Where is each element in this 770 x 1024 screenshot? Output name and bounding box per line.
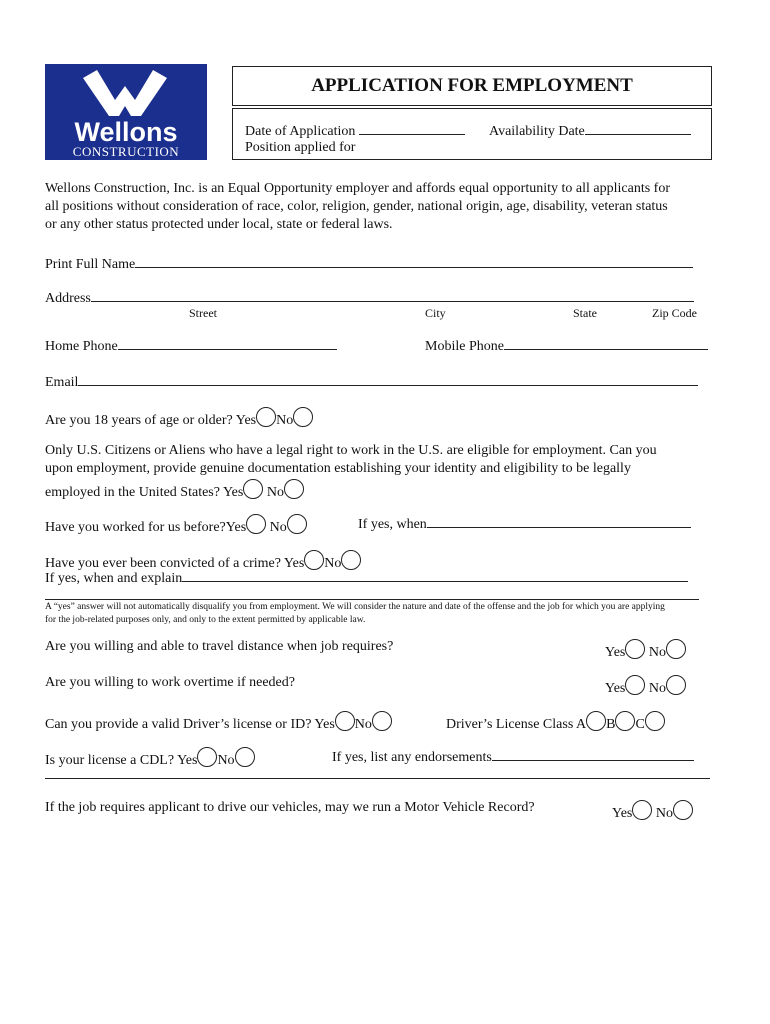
cdl-no-label: No	[217, 753, 235, 768]
crime-explain-row	[45, 568, 688, 587]
eeo-line-3: or any other status protected under local, state or federal laws.	[45, 217, 393, 232]
license-class-row	[446, 711, 665, 733]
worked-when-label: If yes, when	[358, 517, 427, 532]
eeo-line-2: all positions without consideration of race, color, religion, gender, national origin, age, disability, veteran status	[45, 199, 668, 214]
zip-sublabel: Zip Code	[652, 306, 697, 320]
cdl-question: Is your license a CDL?	[45, 753, 175, 768]
class-a-radio[interactable]	[586, 711, 606, 731]
travel-no-radio[interactable]	[666, 639, 686, 659]
email-row	[45, 372, 698, 391]
address-field[interactable]	[91, 288, 694, 302]
mvr-options	[612, 800, 693, 822]
w-mark-icon	[45, 64, 207, 124]
address-row	[45, 288, 694, 307]
travel-yes-radio[interactable]	[625, 639, 645, 659]
cdl-yes-radio[interactable]	[197, 747, 217, 767]
license-yes-radio[interactable]	[335, 711, 355, 731]
date-of-application-row	[245, 121, 465, 140]
home-phone-label: Home Phone	[45, 339, 118, 354]
overtime-question: Are you willing to work overtime if needed?	[45, 675, 295, 690]
cdl-no-radio[interactable]	[235, 747, 255, 767]
age-question-row	[45, 407, 313, 429]
overtime-yes-label: Yes	[605, 681, 626, 696]
crime-no-radio[interactable]	[341, 550, 361, 570]
age-yes-label: Yes	[235, 413, 257, 428]
date-of-application-label: Date of Application	[245, 124, 356, 139]
travel-question: Are you willing and able to travel distance when job requires?	[45, 639, 394, 654]
application-info-box	[232, 108, 712, 160]
address-label: Address	[45, 291, 91, 306]
endorsements-field[interactable]	[492, 747, 694, 761]
cdl-question-row	[45, 747, 255, 769]
disclaimer-line-1: A “yes” answer will not automatically disqualify you from employment. We will consider the nature and date of the offense and the job for which you are applying	[45, 602, 665, 612]
street-sublabel: Street	[189, 306, 217, 320]
city-sublabel: City	[425, 306, 446, 320]
mvr-no-label: No	[655, 806, 673, 821]
state-sublabel: State	[573, 306, 597, 320]
form-title: APPLICATION FOR EMPLOYMENT	[311, 75, 633, 96]
position-applied-label: Position applied for	[245, 140, 356, 155]
full-name-label: Print Full Name	[45, 257, 136, 272]
home-phone-row	[45, 336, 337, 355]
class-b-label: B	[606, 717, 616, 732]
logo-subtitle: CONSTRUCTION	[72, 144, 180, 159]
license-yes-label: Yes	[314, 717, 335, 732]
full-name-row	[45, 254, 693, 273]
crime-explain-line-2[interactable]	[45, 599, 699, 600]
worked-yes-radio[interactable]	[246, 514, 266, 534]
age-no-label: No	[276, 413, 294, 428]
availability-date-field[interactable]	[585, 121, 691, 135]
mvr-yes-label: Yes	[612, 806, 633, 821]
date-of-application-field[interactable]	[359, 121, 465, 135]
citizen-line-1: Only U.S. Citizens or Aliens who have a legal right to work in the U.S. are eligible for employment. Can you	[45, 443, 657, 458]
license-no-label: No	[354, 717, 372, 732]
mvr-yes-radio[interactable]	[632, 800, 652, 820]
travel-options	[605, 639, 686, 661]
citizen-yes-radio[interactable]	[243, 479, 263, 499]
crime-yes-radio[interactable]	[304, 550, 324, 570]
worked-yes-label: Yes	[225, 520, 247, 535]
worked-when-row	[358, 514, 691, 533]
license-class-label: Driver’s License Class	[446, 717, 574, 732]
travel-no-label: No	[648, 645, 666, 660]
license-question: Can you provide a valid Driver’s license or ID?	[45, 717, 312, 732]
mvr-no-radio[interactable]	[673, 800, 693, 820]
crime-yes-label: Yes	[283, 556, 305, 571]
overtime-yes-radio[interactable]	[625, 675, 645, 695]
worked-before-question: Have you worked for us before?	[45, 520, 226, 535]
position-applied-row	[245, 140, 355, 156]
eeo-line-1: Wellons Construction, Inc. is an Equal Opportunity employer and affords equal opportunity to all applicants for	[45, 181, 670, 196]
availability-date-label: Availability Date	[489, 124, 585, 139]
citizen-no-radio[interactable]	[284, 479, 304, 499]
citizen-question-row	[45, 479, 304, 501]
worked-before-row	[45, 514, 307, 536]
worked-no-label: No	[269, 520, 287, 535]
crime-explain-field[interactable]	[182, 568, 688, 582]
class-b-radio[interactable]	[615, 711, 635, 731]
license-no-radio[interactable]	[372, 711, 392, 731]
availability-date-row	[489, 121, 691, 140]
class-a-label: A	[576, 717, 587, 732]
citizen-line-3: employed in the United States?	[45, 485, 220, 500]
citizen-no-label: No	[266, 485, 284, 500]
age-question: Are you 18 years of age or older?	[45, 413, 233, 428]
mobile-phone-label: Mobile Phone	[425, 339, 504, 354]
logo-wordmark: Wellons	[74, 117, 178, 147]
crime-question: Have you ever been convicted of a crime?	[45, 556, 281, 571]
endorsements-row	[332, 747, 694, 766]
worked-no-radio[interactable]	[287, 514, 307, 534]
overtime-no-label: No	[648, 681, 666, 696]
license-question-row	[45, 711, 392, 733]
overtime-options	[605, 675, 686, 697]
mobile-phone-field[interactable]	[504, 336, 708, 350]
mobile-phone-row	[425, 336, 708, 355]
home-phone-field[interactable]	[118, 336, 337, 350]
citizen-yes-label: Yes	[222, 485, 244, 500]
class-c-radio[interactable]	[645, 711, 665, 731]
form-title-box	[232, 66, 712, 106]
crime-explain-label: If yes, when and explain	[45, 571, 183, 586]
disclaimer-line-2: for the job-related purposes only, and only to the extent permitted by applicable law.	[45, 615, 366, 625]
worked-when-field[interactable]	[427, 514, 691, 528]
company-logo	[45, 64, 207, 160]
cdl-yes-label: Yes	[177, 753, 198, 768]
endorsements-label: If yes, list any endorsements	[332, 750, 492, 765]
full-name-field[interactable]	[135, 254, 693, 268]
mvr-question: If the job requires applicant to drive our vehicles, may we run a Motor Vehicle Record?	[45, 800, 535, 815]
email-field[interactable]	[78, 372, 698, 386]
email-label: Email	[45, 375, 79, 390]
travel-yes-label: Yes	[605, 645, 626, 660]
endorsements-line-2[interactable]	[45, 778, 710, 779]
overtime-no-radio[interactable]	[666, 675, 686, 695]
citizen-line-2: upon employment, provide genuine documentation establishing your identity and eligibility to be legally	[45, 461, 631, 476]
crime-no-label: No	[324, 556, 342, 571]
age-yes-radio[interactable]	[256, 407, 276, 427]
age-no-radio[interactable]	[293, 407, 313, 427]
class-c-label: C	[635, 717, 645, 732]
